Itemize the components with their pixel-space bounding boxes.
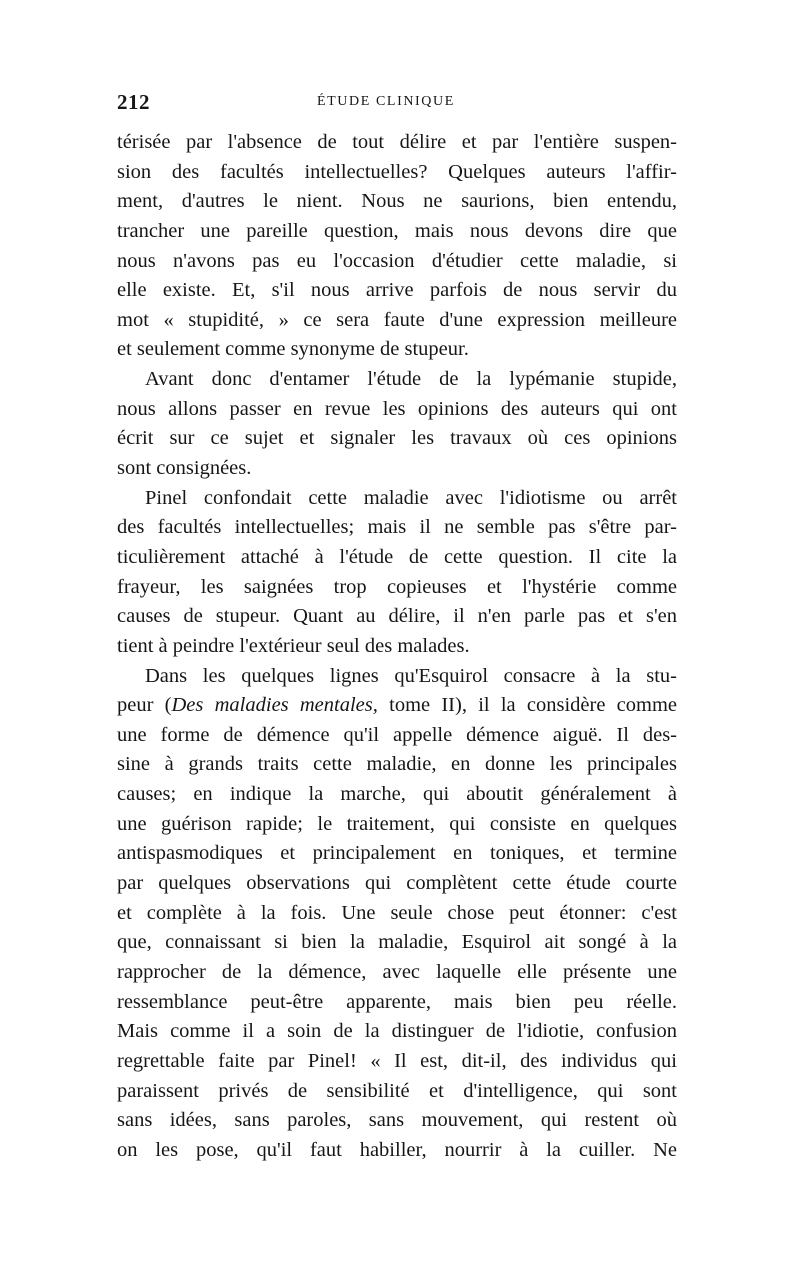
text-line: causes; en indique la marche, qui aboutit généralement à xyxy=(117,783,677,806)
paragraph-first-line: Avant donc d'entamer l'étude de la lypémanie stupide, xyxy=(145,368,677,391)
text-line: écrit sur ce sujet et signaler les travaux où ces opinions xyxy=(117,427,677,450)
text-line: nous n'avons pas eu l'occasion d'étudier cette maladie, si xyxy=(117,249,677,272)
text-line: causes de stupeur. Quant au délire, il n'en parle pas et s'en xyxy=(117,605,677,628)
text-line: nous allons passer en revue les opinions des auteurs qui ont xyxy=(117,397,677,420)
text-line-with-citation xyxy=(117,691,677,721)
text-line: trancher une pareille question, mais nous devons dire que xyxy=(117,219,677,242)
text-line: ment, d'autres le nient. Nous ne saurions, bien entendu, xyxy=(117,190,677,213)
text-line: sine à grands traits cette maladie, en donne les principales xyxy=(117,753,677,776)
running-title: ÉTUDE CLINIQUE xyxy=(317,94,455,109)
text-line: et complète à la fois. Une seule chose peut étonner: c'est xyxy=(117,901,677,924)
text-line: que, connaissant si bien la maladie, Esquirol ait songé à la xyxy=(117,931,677,954)
text-line: Mais comme il a soin de la distinguer de l'idiotie, confusion xyxy=(117,1020,677,1043)
text-line: par quelques observations qui complètent cette étude courte xyxy=(117,872,677,895)
text-line: paraissent privés de sensibilité et d'intelligence, qui sont xyxy=(117,1079,677,1102)
paragraph-first-line: Dans les quelques lignes qu'Esquirol consacre à la stu- xyxy=(145,664,677,687)
text-line: on les pose, qu'il faut habiller, nourrir à la cuiller. Ne xyxy=(117,1138,677,1161)
text-line: et seulement comme synonyme de stupeur. xyxy=(117,338,469,361)
text-line: térisée par l'absence de tout délire et par l'entière suspen- xyxy=(117,131,677,153)
text-line: frayeur, les saignées trop copieuses et l'hystérie comme xyxy=(117,575,677,598)
text-line: ticulièrement attaché à l'étude de cette question. Il cite la xyxy=(117,545,677,568)
text-line: sion des facultés intellectuelles? Quelques auteurs l'affir- xyxy=(117,160,677,183)
citation-prefix: peur ( xyxy=(117,694,172,717)
text-line: elle existe. Et, s'il nous arrive parfois de nous servir du xyxy=(117,279,677,302)
text-line: ressemblance peut-être apparente, mais bien peu réelle. xyxy=(117,990,677,1013)
running-head xyxy=(117,90,677,116)
text-line: mot « stupidité, » ce sera faute d'une expression meilleure xyxy=(117,308,677,331)
text-line: rapprocher de la démence, avec laquelle elle présente une xyxy=(117,960,677,983)
text-line: sans idées, sans paroles, sans mouvement, qui restent où xyxy=(117,1109,677,1132)
book-title-citation: Des maladies mentales, xyxy=(171,694,378,717)
paragraph-first-line: Pinel confondait cette maladie avec l'idiotisme ou arrêt xyxy=(145,486,677,509)
text-line: une forme de démence qu'il appelle démence aiguë. Il des- xyxy=(117,723,677,746)
page-number: 212 xyxy=(117,90,150,114)
text-line: regrettable faite par Pinel! « Il est, dit-il, des individus qui xyxy=(117,1049,677,1072)
text-line: des facultés intellectuelles; mais il ne semble pas s'être par- xyxy=(117,516,677,539)
text-line: tient à peindre l'extérieur seul des malades. xyxy=(117,634,470,657)
text-line: sont consignées. xyxy=(117,457,252,480)
body-text xyxy=(117,128,677,1165)
citation-suffix: tome II), il la considère comme xyxy=(377,694,677,717)
text-line: antispasmodiques et principalement en toniques, et termine xyxy=(117,842,677,865)
text-line: une guérison rapide; le traitement, qui consiste en quelques xyxy=(117,812,677,835)
